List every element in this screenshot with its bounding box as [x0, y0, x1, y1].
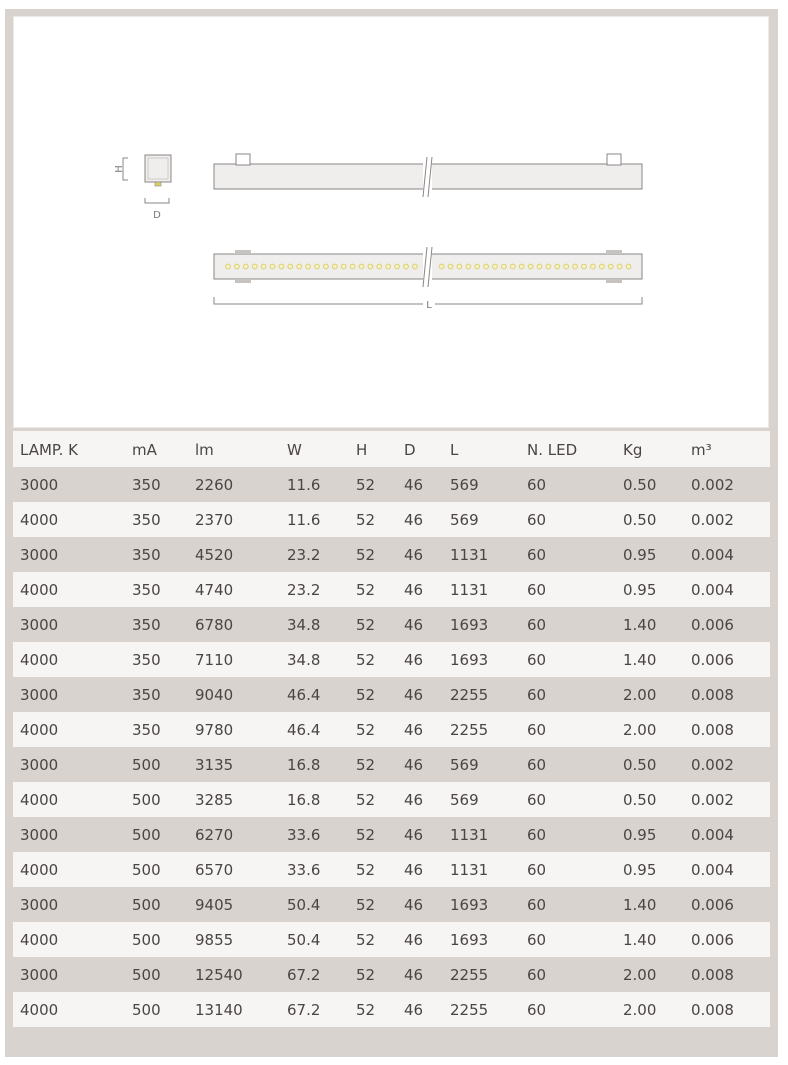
table-cell: 52 [356, 1000, 376, 1019]
table-cell: 60 [527, 825, 547, 844]
table-cell: 60 [527, 475, 547, 494]
column-header: L [450, 441, 459, 459]
column-header: N. LED [527, 441, 578, 459]
table-cell: 0.50 [623, 510, 657, 529]
height-dimension-label: H [114, 165, 125, 173]
table-cell: 46.4 [287, 720, 321, 739]
led-dot [564, 264, 569, 269]
table-cell: 9780 [195, 720, 234, 739]
led-dot [599, 264, 604, 269]
table-cell: 52 [356, 720, 376, 739]
table-cell: 1693 [450, 615, 489, 634]
table-cell: 52 [356, 580, 376, 599]
table-cell: 0.004 [691, 825, 734, 844]
column-header: m³ [691, 441, 712, 459]
table-row [13, 782, 770, 817]
table-cell: 0.008 [691, 1000, 734, 1019]
table-cell: 2.00 [623, 720, 657, 739]
table-cell: 11.6 [287, 510, 321, 529]
table-cell: 2255 [450, 685, 489, 704]
led-dot [573, 264, 578, 269]
table-row [13, 957, 770, 992]
table-cell: 46 [404, 720, 424, 739]
table-cell: 0.50 [623, 755, 657, 774]
led-dot [350, 264, 355, 269]
led-dot [546, 264, 551, 269]
table-cell: 3000 [20, 825, 59, 844]
table-cell: 46 [404, 860, 424, 879]
table-cell: 3000 [20, 545, 59, 564]
led-dot [502, 264, 507, 269]
table-cell: 46 [404, 615, 424, 634]
table-cell: 1131 [450, 825, 489, 844]
table-cell: 12540 [195, 965, 243, 984]
table-cell: 1.40 [623, 650, 657, 669]
table-cell: 0.008 [691, 720, 734, 739]
led-dot [448, 264, 453, 269]
table-cell: 11.6 [287, 475, 321, 494]
table-header-row [13, 431, 770, 467]
table-cell: 350 [132, 685, 161, 704]
table-cell: 46 [404, 685, 424, 704]
table-cell: 500 [132, 825, 161, 844]
table-cell: 1693 [450, 930, 489, 949]
led-dot [297, 264, 302, 269]
table-cell: 60 [527, 930, 547, 949]
product-sheet [5, 9, 778, 1057]
table-cell: 52 [356, 790, 376, 809]
table-cell: 16.8 [287, 755, 321, 774]
table-cell: 500 [132, 790, 161, 809]
table-row [13, 817, 770, 852]
table-cell: 0.95 [623, 860, 657, 879]
table-cell: 60 [527, 685, 547, 704]
table-cell: 23.2 [287, 580, 321, 599]
table-cell: 50.4 [287, 930, 321, 949]
table-cell: 2260 [195, 475, 234, 494]
led-dot [493, 264, 498, 269]
table-cell: 60 [527, 615, 547, 634]
table-row [13, 502, 770, 537]
table-row [13, 712, 770, 747]
table-cell: 0.002 [691, 755, 734, 774]
table-cell: 4000 [20, 510, 59, 529]
table-cell: 46 [404, 510, 424, 529]
table-cell: 46 [404, 1000, 424, 1019]
table-cell: 4000 [20, 930, 59, 949]
table-cell: 60 [527, 755, 547, 774]
table-cell: 13140 [195, 1000, 243, 1019]
table-cell: 569 [450, 510, 479, 529]
table-cell: 46 [404, 965, 424, 984]
table-cell: 23.2 [287, 545, 321, 564]
led-dot [377, 264, 382, 269]
table-cell: 60 [527, 720, 547, 739]
table-cell: 3000 [20, 475, 59, 494]
depth-dimension-bracket [145, 198, 169, 203]
column-header: LAMP. K [20, 441, 78, 459]
table-cell: 2255 [450, 720, 489, 739]
led-dot [315, 264, 320, 269]
table-cell: 350 [132, 615, 161, 634]
table-cell: 52 [356, 475, 376, 494]
led-dot [332, 264, 337, 269]
table-cell: 9405 [195, 895, 234, 914]
led-dot [484, 264, 489, 269]
led-dot [386, 264, 391, 269]
table-cell: 34.8 [287, 615, 321, 634]
column-header: D [404, 441, 416, 459]
table-cell: 0.006 [691, 615, 734, 634]
led-dot [537, 264, 542, 269]
table-cell: 2370 [195, 510, 234, 529]
technical-drawing-panel [13, 16, 769, 428]
table-cell: 350 [132, 545, 161, 564]
table-cell: 46 [404, 475, 424, 494]
table-cell: 1693 [450, 895, 489, 914]
table-cell: 33.6 [287, 860, 321, 879]
column-header: mA [132, 441, 157, 459]
table-cell: 0.008 [691, 685, 734, 704]
table-cell: 60 [527, 860, 547, 879]
column-header: lm [195, 441, 214, 459]
table-cell: 3000 [20, 685, 59, 704]
led-dot [395, 264, 400, 269]
table-cell: 500 [132, 755, 161, 774]
table-cell: 52 [356, 895, 376, 914]
table-cell: 4740 [195, 580, 234, 599]
table-cell: 52 [356, 860, 376, 879]
led-dot [226, 264, 231, 269]
table-cell: 60 [527, 545, 547, 564]
table-cell: 500 [132, 860, 161, 879]
front-view [214, 247, 642, 311]
table-cell: 3000 [20, 965, 59, 984]
table-row [13, 922, 770, 957]
table-cell: 2255 [450, 965, 489, 984]
led-dot [261, 264, 266, 269]
table-cell: 0.002 [691, 790, 734, 809]
table-cell: 0.95 [623, 545, 657, 564]
table-cell: 67.2 [287, 965, 321, 984]
table-cell: 500 [132, 1000, 161, 1019]
table-cell: 2.00 [623, 1000, 657, 1019]
table-cell: 46.4 [287, 685, 321, 704]
table-cell: 52 [356, 930, 376, 949]
led-dot [270, 264, 275, 269]
table-cell: 52 [356, 650, 376, 669]
table-cell: 60 [527, 895, 547, 914]
table-cell: 52 [356, 825, 376, 844]
led-dot [617, 264, 622, 269]
table-cell: 3000 [20, 895, 59, 914]
led-dot [510, 264, 515, 269]
led-dot [279, 264, 284, 269]
table-cell: 569 [450, 790, 479, 809]
led-dot [439, 264, 444, 269]
table-cell: 569 [450, 755, 479, 774]
table-cell: 1.40 [623, 930, 657, 949]
led-dot [243, 264, 248, 269]
table-row [13, 677, 770, 712]
table-cell: 6570 [195, 860, 234, 879]
led-dot [591, 264, 596, 269]
table-cell: 1.40 [623, 615, 657, 634]
mounting-clip-left [236, 154, 250, 165]
table-cell: 350 [132, 510, 161, 529]
table-cell: 46 [404, 930, 424, 949]
led-dot [341, 264, 346, 269]
table-cell: 7110 [195, 650, 234, 669]
led-dot [359, 264, 364, 269]
table-cell: 60 [527, 1000, 547, 1019]
table-cell: 9855 [195, 930, 234, 949]
table-cell: 4000 [20, 650, 59, 669]
table-cell: 350 [132, 475, 161, 494]
table-cell: 60 [527, 790, 547, 809]
led-dot [608, 264, 613, 269]
table-cell: 52 [356, 965, 376, 984]
table-cell: 60 [527, 965, 547, 984]
led-dot [457, 264, 462, 269]
table-cell: 0.002 [691, 475, 734, 494]
table-row [13, 747, 770, 782]
table-cell: 4000 [20, 790, 59, 809]
table-cell: 6780 [195, 615, 234, 634]
length-dimension-label: L [426, 300, 432, 311]
specification-table [13, 431, 770, 1027]
led-dot [475, 264, 480, 269]
table-cell: 16.8 [287, 790, 321, 809]
table-cell: 2.00 [623, 965, 657, 984]
cross-section-view [114, 155, 171, 221]
table-cell: 2255 [450, 1000, 489, 1019]
table-cell: 3135 [195, 755, 234, 774]
table-cell: 350 [132, 580, 161, 599]
table-cell: 2.00 [623, 685, 657, 704]
table-cell: 6270 [195, 825, 234, 844]
table-cell: 46 [404, 895, 424, 914]
table-cell: 52 [356, 755, 376, 774]
table-row [13, 467, 770, 502]
led-dot [626, 264, 631, 269]
table-cell: 46 [404, 755, 424, 774]
led-dot [519, 264, 524, 269]
table-cell: 46 [404, 650, 424, 669]
table-cell: 4000 [20, 1000, 59, 1019]
led-dot [306, 264, 311, 269]
table-cell: 46 [404, 580, 424, 599]
mounting-clip-right [607, 154, 621, 165]
side-view [214, 154, 642, 197]
table-cell: 0.004 [691, 545, 734, 564]
table-cell: 46 [404, 790, 424, 809]
table-cell: 4520 [195, 545, 234, 564]
led-dot [368, 264, 373, 269]
table-cell: 34.8 [287, 650, 321, 669]
column-header: W [287, 441, 302, 459]
table-cell: 52 [356, 545, 376, 564]
table-cell: 50.4 [287, 895, 321, 914]
table-cell: 33.6 [287, 825, 321, 844]
table-cell: 0.004 [691, 580, 734, 599]
table-cell: 9040 [195, 685, 234, 704]
table-cell: 52 [356, 615, 376, 634]
table-cell: 3285 [195, 790, 234, 809]
table-cell: 0.006 [691, 650, 734, 669]
table-cell: 4000 [20, 580, 59, 599]
table-cell: 0.95 [623, 580, 657, 599]
depth-dimension-label: D [153, 210, 161, 221]
table-cell: 46 [404, 545, 424, 564]
table-row [13, 607, 770, 642]
table-cell: 500 [132, 895, 161, 914]
table-cell: 500 [132, 965, 161, 984]
table-cell: 0.50 [623, 475, 657, 494]
table-cell: 0.008 [691, 965, 734, 984]
table-cell: 350 [132, 720, 161, 739]
table-cell: 0.004 [691, 860, 734, 879]
table-cell: 3000 [20, 615, 59, 634]
table-cell: 3000 [20, 755, 59, 774]
table-cell: 0.50 [623, 790, 657, 809]
table-row [13, 642, 770, 677]
table-cell: 1131 [450, 860, 489, 879]
table-cell: 1131 [450, 545, 489, 564]
led-dot [404, 264, 409, 269]
table-row [13, 537, 770, 572]
table-cell: 4000 [20, 860, 59, 879]
table-cell: 0.006 [691, 895, 734, 914]
led-dot [466, 264, 471, 269]
table-cell: 569 [450, 475, 479, 494]
table-cell: 0.006 [691, 930, 734, 949]
led-dot [555, 264, 560, 269]
table-row [13, 572, 770, 607]
table-cell: 1693 [450, 650, 489, 669]
table-cell: 1131 [450, 580, 489, 599]
table-cell: 67.2 [287, 1000, 321, 1019]
table-row [13, 852, 770, 887]
table-row [13, 887, 770, 922]
column-header: Kg [623, 441, 643, 459]
table-cell: 60 [527, 650, 547, 669]
table-cell: 52 [356, 510, 376, 529]
table-cell: 46 [404, 825, 424, 844]
table-cell: 350 [132, 650, 161, 669]
led-dot [288, 264, 293, 269]
led-dot [528, 264, 533, 269]
table-row [13, 992, 770, 1027]
table-cell: 0.002 [691, 510, 734, 529]
table-body [13, 467, 770, 1027]
table-cell: 60 [527, 580, 547, 599]
led-dot [413, 264, 418, 269]
table-cell: 52 [356, 685, 376, 704]
table-cell: 0.95 [623, 825, 657, 844]
led-dot [235, 264, 240, 269]
table-cell: 4000 [20, 720, 59, 739]
column-header: H [356, 441, 368, 459]
table-cell: 1.40 [623, 895, 657, 914]
table-cell: 60 [527, 510, 547, 529]
luminaire-drawing [14, 17, 770, 429]
table-cell: 500 [132, 930, 161, 949]
led-dot [324, 264, 329, 269]
led-dot [582, 264, 587, 269]
led-dot [252, 264, 257, 269]
